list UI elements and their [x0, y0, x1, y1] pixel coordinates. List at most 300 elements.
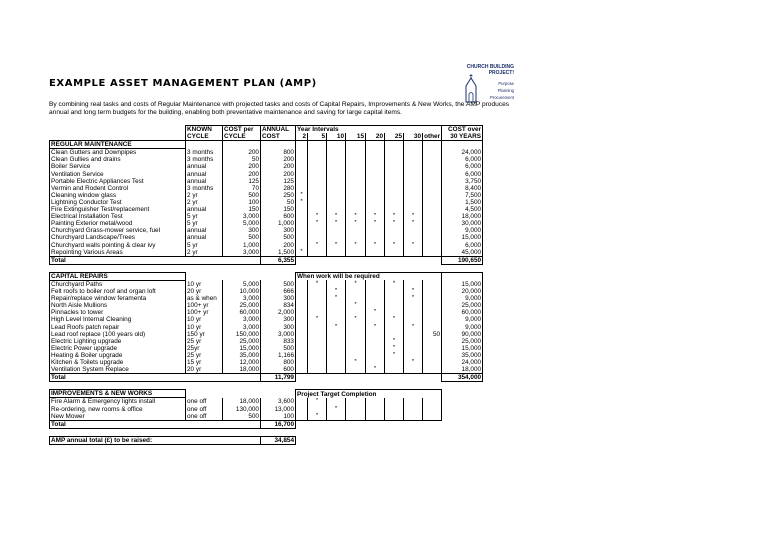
empty-cell — [308, 141, 327, 149]
empty-cell — [308, 199, 327, 206]
empty-cell — [385, 163, 404, 170]
empty-cell — [308, 382, 327, 390]
interval-mark: * — [366, 366, 385, 374]
empty-cell — [346, 345, 366, 352]
empty-cell — [366, 338, 385, 345]
empty-cell — [308, 295, 327, 302]
empty-cell — [366, 382, 385, 390]
capital-task: Pinnacles to tower — [50, 309, 186, 316]
empty-cell — [404, 249, 423, 257]
regular-annual-cost: 280 — [261, 185, 296, 192]
header-year-intervals: Year Intervals — [296, 126, 442, 134]
capital-task: Churchyard Paths — [50, 280, 186, 288]
empty-cell — [366, 280, 385, 288]
capital-cost-per-cycle: 3,000 — [223, 324, 261, 331]
empty-cell — [423, 178, 442, 185]
header-30-years: 30 YEARS — [442, 133, 483, 141]
regular-task: Clean Gutters and Downpipes — [50, 149, 186, 157]
empty-cell — [385, 185, 404, 192]
improvements-total-row — [50, 420, 483, 428]
regular-annual-cost: 1,000 — [261, 220, 296, 227]
empty-cell — [366, 288, 385, 295]
empty-cell — [261, 428, 296, 436]
empty-cell — [308, 256, 327, 264]
capital-task: Lead roof replace (100 years old) — [50, 331, 186, 338]
empty-cell — [327, 199, 346, 206]
empty-cell — [423, 192, 442, 199]
regular-annual-cost: 150 — [261, 206, 296, 213]
empty-cell — [385, 206, 404, 213]
regular-total-30-years: 9,000 — [442, 227, 483, 234]
empty-cell — [366, 206, 385, 213]
empty-cell — [296, 171, 308, 178]
empty-cell — [327, 413, 346, 421]
capital-cost-per-cycle: 3,000 — [223, 316, 261, 323]
regular-cost-per-cycle: 300 — [223, 227, 261, 234]
regular-cycle: 5 yr — [186, 213, 223, 220]
empty-cell — [404, 280, 423, 288]
empty-cell — [404, 163, 423, 170]
capital-heading-row — [50, 272, 483, 280]
improvements-task: Fire Alarm & Emergency lights install — [50, 398, 186, 406]
empty-cell — [404, 398, 423, 406]
empty-cell — [346, 234, 366, 241]
empty-cell — [385, 171, 404, 178]
empty-cell — [423, 345, 442, 352]
interval-mark: * — [366, 213, 385, 220]
regular-row — [50, 156, 483, 163]
empty-cell — [423, 199, 442, 206]
empty-cell — [404, 156, 423, 163]
regular-task: Portable Electric Appliances Test — [50, 178, 186, 185]
regular-row — [50, 192, 483, 199]
empty-cell — [223, 264, 261, 272]
interval-mark: * — [327, 295, 346, 302]
empty-cell — [423, 288, 442, 295]
capital-task: North Aisle Mullions — [50, 302, 186, 309]
empty-cell — [327, 149, 346, 157]
empty-cell — [223, 141, 261, 149]
capital-cycle: 100+ yr — [186, 309, 223, 316]
regular-total-30-years: 6,000 — [442, 171, 483, 178]
interval-mark: * — [385, 338, 404, 345]
interval-mark: * — [385, 316, 404, 323]
empty-cell — [346, 192, 366, 199]
regular-row — [50, 242, 483, 249]
empty-cell — [296, 295, 308, 302]
empty-cell — [308, 352, 327, 359]
empty-cell — [404, 428, 423, 436]
capital-cost-per-cycle: 10,000 — [223, 288, 261, 295]
empty-cell — [296, 331, 308, 338]
regular-cycle: annual — [186, 171, 223, 178]
empty-cell — [296, 213, 308, 220]
capital-total-30-years: 25,000 — [442, 302, 483, 309]
empty-cell — [296, 280, 308, 288]
regular-total-30-years: 30,000 — [442, 220, 483, 227]
empty-cell — [366, 234, 385, 241]
header-year-15: 15 — [346, 133, 366, 141]
regular-row — [50, 213, 483, 220]
interval-mark: * — [404, 242, 423, 249]
empty-cell — [423, 302, 442, 309]
empty-cell — [385, 331, 404, 338]
empty-cell — [186, 390, 223, 398]
regular-annual-cost: 1,500 — [261, 249, 296, 257]
regular-cycle: 2 yr — [186, 249, 223, 257]
empty-cell — [385, 295, 404, 302]
improvements-total-30 — [442, 420, 483, 428]
capital-row — [50, 338, 483, 345]
empty-cell — [366, 359, 385, 366]
empty-cell — [366, 428, 385, 436]
regular-annual-cost: 800 — [261, 149, 296, 157]
empty-cell — [50, 126, 186, 134]
empty-cell — [327, 178, 346, 185]
empty-cell — [423, 295, 442, 302]
interval-value: 50 — [423, 331, 442, 338]
regular-annual-cost: 300 — [261, 227, 296, 234]
regular-annual-cost: 500 — [261, 234, 296, 241]
empty-cell — [385, 406, 404, 413]
empty-cell — [442, 390, 483, 398]
regular-cycle: annual — [186, 234, 223, 241]
empty-cell — [346, 338, 366, 345]
empty-cell — [366, 141, 385, 149]
empty-cell — [404, 382, 423, 390]
capital-cost-per-cycle: 12,000 — [223, 359, 261, 366]
empty-cell — [346, 264, 366, 272]
capital-cycle: 150 yr — [186, 331, 223, 338]
empty-cell — [385, 398, 404, 406]
empty-cell — [308, 338, 327, 345]
header-year-2: 2 — [296, 133, 308, 141]
capital-total-30-years: 90,000 — [442, 331, 483, 338]
empty-cell — [442, 382, 483, 390]
capital-task: Ventilation System Replace — [50, 366, 186, 374]
empty-cell — [366, 302, 385, 309]
empty-cell — [186, 141, 223, 149]
spacer-row — [50, 428, 483, 436]
empty-cell — [404, 199, 423, 206]
regular-heading-row — [50, 141, 483, 149]
empty-cell — [366, 192, 385, 199]
empty-cell — [385, 264, 404, 272]
capital-cost-per-cycle: 3,000 — [223, 295, 261, 302]
regular-row — [50, 249, 483, 257]
empty-cell — [442, 428, 483, 436]
capital-task: Electric Power upgrade — [50, 345, 186, 352]
empty-cell — [385, 149, 404, 157]
empty-cell — [346, 413, 366, 421]
empty-cell — [296, 406, 308, 413]
empty-cell — [366, 331, 385, 338]
regular-task: Churchyard Landscape/Trees — [50, 234, 186, 241]
empty-cell — [366, 256, 385, 264]
empty-cell — [404, 171, 423, 178]
capital-total-30-years: 15,000 — [442, 345, 483, 352]
empty-cell — [296, 220, 308, 227]
empty-cell — [296, 227, 308, 234]
capital-annual-cost: 300 — [261, 324, 296, 331]
empty-cell — [404, 352, 423, 359]
capital-annual-cost: 300 — [261, 316, 296, 323]
regular-row — [50, 227, 483, 234]
capital-row — [50, 345, 483, 352]
empty-cell — [296, 413, 308, 421]
interval-mark: * — [366, 220, 385, 227]
capital-row — [50, 295, 483, 302]
regular-row — [50, 220, 483, 227]
empty-cell — [404, 406, 423, 413]
empty-cell — [308, 149, 327, 157]
regular-heading: REGULAR MAINTENANCE — [50, 141, 186, 149]
interval-mark: * — [308, 220, 327, 227]
empty-cell — [423, 163, 442, 170]
regular-row — [50, 234, 483, 241]
capital-cost-per-cycle: 60,000 — [223, 309, 261, 316]
regular-cycle: 2 yr — [186, 192, 223, 199]
empty-cell — [346, 398, 366, 406]
interval-mark: * — [385, 345, 404, 352]
spacer-row — [50, 382, 483, 390]
improvements-annual-cost: 13,000 — [261, 406, 296, 413]
regular-cycle: 5 yr — [186, 220, 223, 227]
empty-cell — [385, 178, 404, 185]
interval-mark: * — [308, 316, 327, 323]
capital-annual-cost: 300 — [261, 295, 296, 302]
empty-cell — [404, 178, 423, 185]
empty-cell — [296, 345, 308, 352]
empty-cell — [423, 413, 442, 421]
empty-cell — [308, 234, 327, 241]
empty-cell — [308, 206, 327, 213]
amp-total-label: AMP annual total (£) to be raised: — [50, 436, 261, 444]
capital-total-30-years: 35,000 — [442, 352, 483, 359]
regular-cycle: annual — [186, 178, 223, 185]
regular-task: Electrical Installation Test — [50, 213, 186, 220]
improvements-cycle: one off — [186, 413, 223, 421]
interval-mark: * — [308, 398, 327, 406]
capital-cost-per-cycle: 25,000 — [223, 338, 261, 345]
regular-cost-per-cycle: 125 — [223, 178, 261, 185]
empty-cell — [366, 398, 385, 406]
capital-task: Kitchen & Toilets upgrade — [50, 359, 186, 366]
capital-row — [50, 366, 483, 374]
improvements-heading: IMPROVEMENTS & NEW WORKS — [50, 390, 186, 398]
interval-mark: * — [308, 280, 327, 288]
empty-cell — [404, 302, 423, 309]
empty-cell — [327, 264, 346, 272]
improvements-annual-total: 16,700 — [261, 420, 296, 428]
empty-cell — [404, 141, 423, 149]
interval-mark: * — [385, 213, 404, 220]
capital-cost-per-cycle: 150,000 — [223, 331, 261, 338]
regular-total-label: Total — [50, 256, 186, 264]
capital-annual-cost: 3,000 — [261, 331, 296, 338]
capital-annual-cost: 1,166 — [261, 352, 296, 359]
empty-cell — [423, 428, 442, 436]
empty-cell — [423, 149, 442, 157]
interval-mark: * — [385, 280, 404, 288]
empty-cell — [423, 206, 442, 213]
empty-cell — [366, 249, 385, 257]
improvements-row — [50, 413, 483, 421]
header-row-2 — [50, 133, 483, 141]
empty-cell — [296, 352, 308, 359]
capital-cycle: 10 yr — [186, 324, 223, 331]
regular-task: Vermin and Rodent Control — [50, 185, 186, 192]
interval-mark: * — [404, 359, 423, 366]
interval-mark: * — [346, 316, 366, 323]
empty-cell — [223, 374, 261, 382]
empty-cell — [366, 185, 385, 192]
capital-total-30-years: 20,000 — [442, 288, 483, 295]
empty-cell — [423, 256, 442, 264]
interval-mark: * — [327, 242, 346, 249]
empty-cell — [50, 133, 186, 141]
empty-cell — [296, 264, 308, 272]
regular-total-30: 190,650 — [442, 256, 483, 264]
capital-total-30-years: 9,000 — [442, 295, 483, 302]
empty-cell — [296, 206, 308, 213]
empty-cell — [385, 436, 404, 444]
empty-cell — [404, 256, 423, 264]
empty-cell — [296, 420, 308, 428]
interval-mark: * — [327, 220, 346, 227]
regular-task: Clean Gullies and drains — [50, 156, 186, 163]
empty-cell — [308, 163, 327, 170]
capital-cost-per-cycle: 15,000 — [223, 345, 261, 352]
regular-total-30-years: 6,000 — [442, 156, 483, 163]
interval-mark: * — [346, 242, 366, 249]
regular-annual-cost: 50 — [261, 199, 296, 206]
capital-row — [50, 288, 483, 295]
capital-annual-cost: 2,000 — [261, 309, 296, 316]
empty-cell — [261, 390, 296, 398]
empty-cell — [327, 352, 346, 359]
regular-annual-cost: 200 — [261, 163, 296, 170]
interval-mark: * — [296, 199, 308, 206]
empty-cell — [346, 331, 366, 338]
empty-cell — [423, 436, 442, 444]
empty-cell — [442, 141, 483, 149]
empty-cell — [327, 338, 346, 345]
empty-cell — [423, 141, 442, 149]
empty-cell — [423, 220, 442, 227]
empty-cell — [327, 227, 346, 234]
empty-cell — [366, 352, 385, 359]
amp-total-value: 34,854 — [261, 436, 296, 444]
empty-cell — [385, 199, 404, 206]
empty-cell — [308, 324, 327, 331]
header-cost-per: COST per — [223, 126, 261, 134]
empty-cell — [308, 227, 327, 234]
empty-cell — [423, 227, 442, 234]
capital-cost-per-cycle: 5,000 — [223, 280, 261, 288]
empty-cell — [423, 366, 442, 374]
empty-cell — [366, 264, 385, 272]
empty-cell — [385, 324, 404, 331]
empty-cell — [50, 428, 186, 436]
regular-annual-cost: 125 — [261, 178, 296, 185]
regular-cost-per-cycle: 200 — [223, 171, 261, 178]
empty-cell — [308, 374, 327, 382]
empty-cell — [366, 374, 385, 382]
capital-when-label: When work will be required — [296, 272, 442, 280]
empty-cell — [308, 249, 327, 257]
empty-cell — [385, 413, 404, 421]
empty-cell — [385, 420, 404, 428]
regular-cycle: annual — [186, 163, 223, 170]
empty-cell — [385, 192, 404, 199]
capital-cycle: 100+ yr — [186, 302, 223, 309]
regular-annual-cost: 200 — [261, 171, 296, 178]
regular-annual-cost: 250 — [261, 192, 296, 199]
empty-cell — [346, 206, 366, 213]
improvements-annual-cost: 100 — [261, 413, 296, 421]
empty-cell — [404, 366, 423, 374]
interval-mark: * — [346, 220, 366, 227]
empty-cell — [346, 163, 366, 170]
empty-cell — [385, 382, 404, 390]
empty-cell — [346, 227, 366, 234]
header-cost: COST — [261, 133, 296, 141]
empty-cell — [385, 309, 404, 316]
empty-cell — [404, 331, 423, 338]
regular-cost-per-cycle: 150 — [223, 206, 261, 213]
capital-task: Lead Roofs patch repair — [50, 324, 186, 331]
header-row-1 — [50, 126, 483, 134]
interval-mark: * — [385, 352, 404, 359]
empty-cell — [296, 374, 308, 382]
empty-cell — [223, 428, 261, 436]
capital-annual-cost: 800 — [261, 359, 296, 366]
capital-annual-cost: 834 — [261, 302, 296, 309]
interval-mark: * — [327, 324, 346, 331]
empty-cell — [296, 428, 308, 436]
regular-total-30-years: 15,000 — [442, 234, 483, 241]
spacer-row — [50, 264, 483, 272]
regular-total-30-years: 1,500 — [442, 199, 483, 206]
empty-cell — [327, 366, 346, 374]
empty-cell — [404, 316, 423, 323]
interval-mark: * — [366, 324, 385, 331]
interval-mark: * — [296, 192, 308, 199]
capital-cycle: 10 yr — [186, 280, 223, 288]
empty-cell — [366, 406, 385, 413]
regular-cost-per-cycle: 500 — [223, 192, 261, 199]
capital-row — [50, 359, 483, 366]
empty-cell — [296, 178, 308, 185]
improvements-total-30-years — [442, 406, 483, 413]
capital-annual-cost: 600 — [261, 366, 296, 374]
empty-cell — [346, 288, 366, 295]
empty-cell — [308, 171, 327, 178]
improvements-when-label: Project Target Completion — [296, 390, 442, 398]
capital-row — [50, 309, 483, 316]
interval-mark: * — [308, 242, 327, 249]
empty-cell — [385, 302, 404, 309]
empty-cell — [296, 234, 308, 241]
empty-cell — [296, 309, 308, 316]
regular-task: Churchyard walls pointing & clear ivy — [50, 242, 186, 249]
regular-cycle: annual — [186, 206, 223, 213]
interval-mark: * — [404, 213, 423, 220]
empty-cell — [308, 359, 327, 366]
empty-cell — [327, 171, 346, 178]
intro-paragraph: By combining real tasks and costs of Regular Maintenance with projected tasks and costs of Capital Repairs, Improvements & New Works, the AMP produces annual and long term budgets for the building, enabling both preventative maintenance and saving for large capital items. — [49, 101, 510, 116]
